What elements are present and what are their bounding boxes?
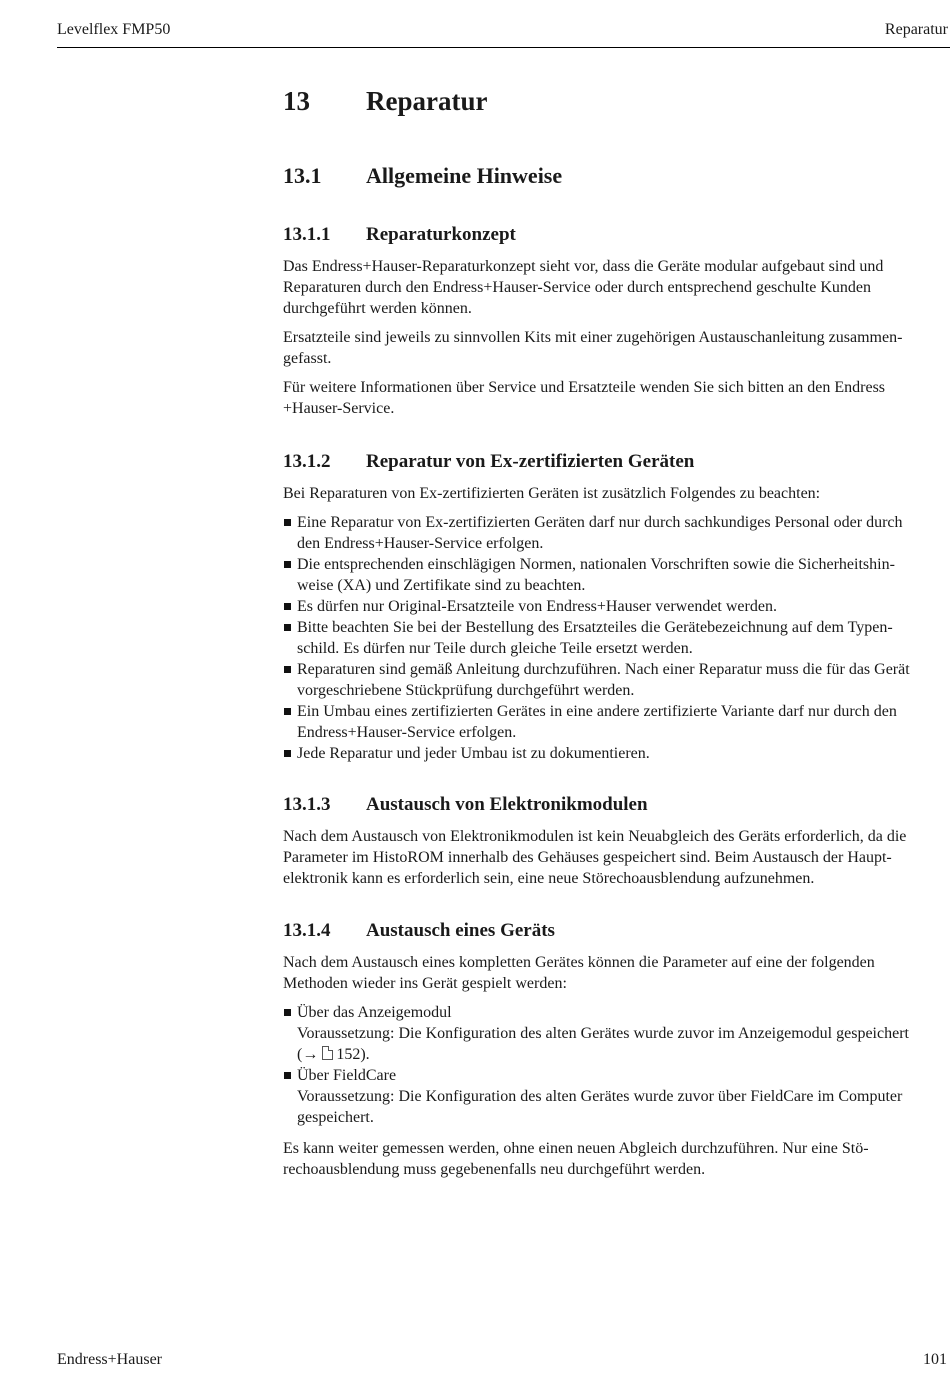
subsection-heading (283, 794, 648, 816)
subsection-number: 13.1.1 (283, 224, 331, 245)
text-line: schild. Es dürfen nur Teile durch gleiche Teile ersetzt werden. (297, 640, 693, 657)
text-line: Methoden wieder ins Gerät gespielt werden: (283, 975, 567, 992)
list-item (283, 1002, 950, 1065)
list-item (283, 701, 950, 743)
text-line: Reparaturen sind gemäß Anleitung durchzuführen. Nach einer Reparatur muss die für das Gerät (297, 661, 910, 678)
bullet-marker (284, 1009, 291, 1016)
paragraph (283, 256, 950, 319)
subsection-number: 13.1.3 (283, 794, 331, 815)
list-item (283, 596, 950, 617)
text-line: Reparaturen durch den Endress+Hauser-Service oder durch entsprechend geschulte Kunden (283, 279, 872, 296)
bullet-marker (284, 666, 291, 673)
text-line: Es dürfen nur Original-Ersatzteile von Endress+Hauser verwendet werden. (297, 598, 777, 615)
paragraph (283, 327, 950, 369)
text-line: Eine Reparatur von Ex-zertifizierten Geräten darf nur durch sachkundiges Personal oder durch (297, 514, 903, 531)
subsection-number: 13.1.4 (283, 920, 331, 941)
text-line: Über das Anzeigemodul (297, 1004, 452, 1021)
bullet-marker (284, 624, 291, 631)
reference-page: 152). (336, 1046, 370, 1063)
subsection-heading (283, 451, 694, 473)
text-line: durchgeführt werden können. (283, 300, 472, 317)
paragraph (283, 826, 950, 889)
text-line: Voraussetzung: Die Konfiguration des alten Gerätes wurde zuvor über FieldCare im Computer (297, 1088, 903, 1105)
subsection-title: Reparatur von Ex-zertifizierten Geräten (366, 451, 695, 472)
list-item (283, 743, 950, 764)
text-line: Über FieldCare (297, 1067, 397, 1084)
section-title: Allgemeine Hinweise (366, 163, 563, 188)
text-line: Nach dem Austausch von Elektronikmodulen ist kein Neuabgleich des Geräts erforderlich, da die (283, 828, 907, 845)
list-item (283, 512, 950, 554)
subsection-title: Austausch eines Geräts (366, 920, 555, 941)
page-icon (322, 1046, 333, 1060)
list-item (283, 617, 950, 659)
list-item (283, 554, 950, 596)
text-line: weise (XA) und Zertifikate sind zu beachten. (297, 577, 586, 594)
text-line: vorgeschriebene Stückprüfung durchgeführt werden. (297, 682, 635, 699)
chapter-heading (283, 86, 487, 117)
bullet-marker (284, 519, 291, 526)
text-line: Voraussetzung: Die Konfiguration des alten Gerätes wurde zuvor im Anzeigemodul gespeichert (297, 1025, 909, 1042)
page-reference[interactable] (297, 1044, 950, 1065)
list-item (283, 1065, 950, 1128)
text-line: +Hauser-Service. (283, 400, 395, 417)
text-line: Bitte beachten Sie bei der Bestellung des Ersatzteiles die Gerätebezeichnung auf dem Typen- (297, 619, 893, 636)
bullet-marker (284, 603, 291, 610)
reference-arrow: (→ (297, 1046, 319, 1063)
running-header-chapter: Reparatur (884, 21, 948, 38)
text-line: gespeichert. (297, 1109, 374, 1126)
page-number: 101 (923, 1351, 947, 1368)
bullet-list (283, 1002, 950, 1128)
subsection-heading (283, 920, 555, 942)
subsection-title: Austausch von Elektronikmodulen (366, 794, 648, 815)
text-line: rechoausblendung muss gegebenenfalls neu durchgeführt werden. (283, 1161, 706, 1178)
list-item (283, 659, 950, 701)
paragraph (283, 377, 950, 419)
text-line: Ein Umbau eines zertifizierten Gerätes in eine andere zertifizierte Variante darf nur durch den (297, 703, 897, 720)
text-line: den Endress+Hauser-Service erfolgen. (297, 535, 544, 552)
text-line: Jede Reparatur und jeder Umbau ist zu dokumentieren. (297, 745, 650, 762)
bullet-marker (284, 750, 291, 757)
text-line: Nach dem Austausch eines kompletten Gerätes können die Parameter auf eine der folgenden (283, 954, 875, 971)
chapter-number: 13 (283, 86, 310, 116)
text-line: Bei Reparaturen von Ex-zertifizierten Geräten ist zusätzlich Folgendes zu beachten: (283, 485, 821, 502)
text-line: Die entsprechenden einschlägigen Normen, nationalen Vorschriften sowie die Sicherheitshin- (297, 556, 895, 573)
bullet-marker (284, 1072, 291, 1079)
text-line: Ersatzteile sind jeweils zu sinnvollen Kits mit einer zugehörigen Austauschanleitung zusammen- (283, 329, 903, 346)
text-line: Endress+Hauser-Service erfolgen. (297, 724, 517, 741)
text-line: elektronik kann es erforderlich sein, eine neue Störechoausblendung aufzunehmen. (283, 870, 815, 887)
subsection-number: 13.1.2 (283, 451, 331, 472)
text-line: Das Endress+Hauser-Reparaturkonzept sieht vor, dass die Geräte modular aufgebaut sind und (283, 258, 884, 275)
chapter-title: Reparatur (366, 86, 488, 116)
header-rule (57, 47, 950, 48)
text-line: Es kann weiter gemessen werden, ohne einen neuen Abgleich durchzuführen. Nur eine Stö- (283, 1140, 869, 1157)
text-line: gefasst. (283, 350, 332, 367)
subsection-heading (283, 224, 516, 246)
footer-brand: Endress+Hauser (57, 1351, 162, 1368)
running-header-product: Levelflex FMP50 (57, 21, 171, 38)
text-line: Für weitere Informationen über Service und Ersatzteile wenden Sie sich bitten an den Endress (283, 379, 886, 396)
section-heading (283, 163, 562, 189)
paragraph (283, 952, 950, 994)
paragraph (283, 483, 950, 504)
bullet-marker (284, 561, 291, 568)
subsection-title: Reparaturkonzept (366, 224, 516, 245)
text-line: Parameter im HistoROM innerhalb des Gehäuses gespeichert sind. Beim Austausch der Haupt- (283, 849, 892, 866)
bullet-marker (284, 708, 291, 715)
section-number: 13.1 (283, 163, 322, 188)
bullet-list (283, 512, 950, 764)
paragraph (283, 1138, 950, 1180)
